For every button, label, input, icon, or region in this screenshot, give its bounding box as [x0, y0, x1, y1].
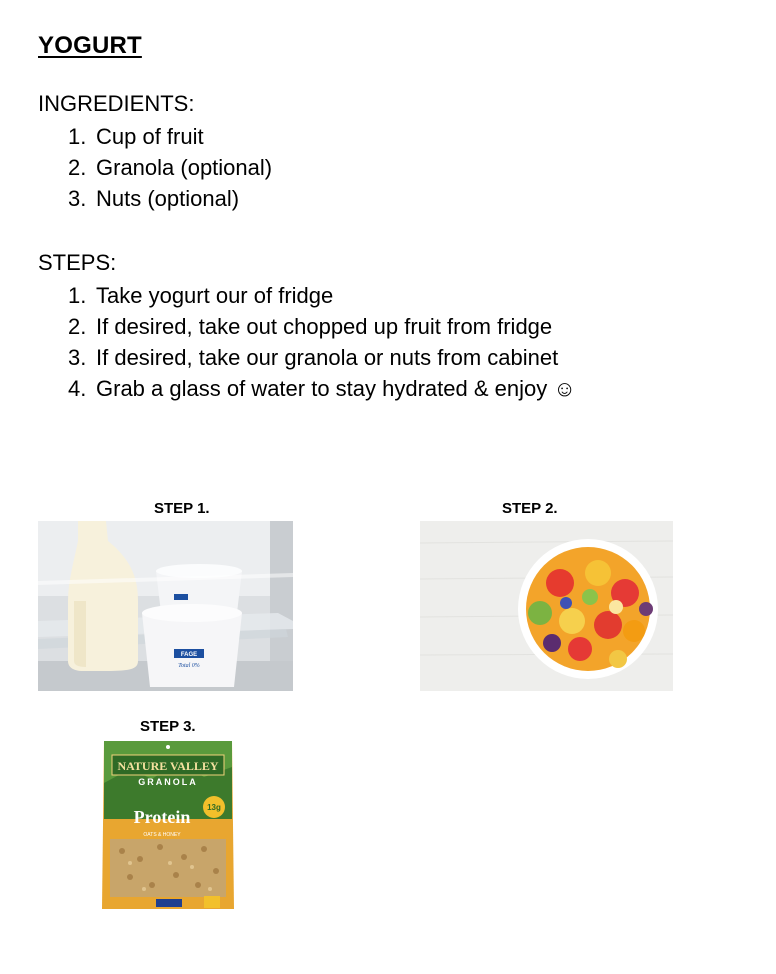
fruit-bowl-image	[420, 521, 673, 691]
list-item	[68, 342, 576, 373]
step3-brand-line1: NATURE VALLEY	[117, 759, 219, 773]
step3-photo	[100, 739, 236, 912]
ingredients-list	[68, 121, 272, 214]
granola-bag-image	[100, 739, 236, 912]
fridge-yogurt-image	[38, 521, 293, 691]
step2-photo	[420, 521, 673, 691]
step3-product: Protein	[133, 807, 191, 827]
list-item	[68, 373, 576, 404]
step1-caption: STEP 1.	[154, 500, 210, 517]
list-item	[68, 311, 576, 342]
step1-label-top: FAGE	[180, 652, 198, 658]
list-text: Take yogurt our of fridge	[96, 283, 334, 308]
list-item	[68, 121, 272, 152]
step3-brand-line2: GRANOLA	[138, 777, 198, 787]
steps-list	[68, 280, 576, 404]
list-item	[68, 280, 576, 311]
ingredients-heading: INGREDIENTS:	[38, 91, 195, 116]
step1-label-bottom: Total 0%	[178, 663, 200, 669]
list-number: 1.	[68, 283, 87, 308]
step3-flavor: OATS & HONEY	[143, 832, 181, 838]
list-number: 2.	[68, 155, 87, 180]
list-text: If desired, take out chopped up fruit from fridge	[96, 314, 553, 339]
step3-badge: 13g	[207, 803, 221, 812]
list-number: 2.	[68, 314, 87, 339]
list-number: 3.	[68, 345, 87, 370]
document-title: YOGURT	[38, 32, 142, 59]
list-text: Grab a glass of water to stay hydrated & enjoy ☺	[96, 376, 576, 401]
steps-heading: STEPS:	[38, 250, 117, 275]
step1-photo	[38, 521, 293, 691]
step3-caption: STEP 3.	[140, 718, 196, 735]
list-number: 1.	[68, 124, 87, 149]
list-text: Cup of fruit	[96, 124, 204, 149]
step2-caption: STEP 2.	[502, 500, 558, 517]
list-text: If desired, take our granola or nuts from cabinet	[96, 345, 559, 370]
list-number: 3.	[68, 186, 87, 211]
list-text: Nuts (optional)	[96, 186, 240, 211]
list-item	[68, 183, 272, 214]
list-item	[68, 152, 272, 183]
list-number: 4.	[68, 376, 87, 401]
list-text: Granola (optional)	[96, 155, 273, 180]
